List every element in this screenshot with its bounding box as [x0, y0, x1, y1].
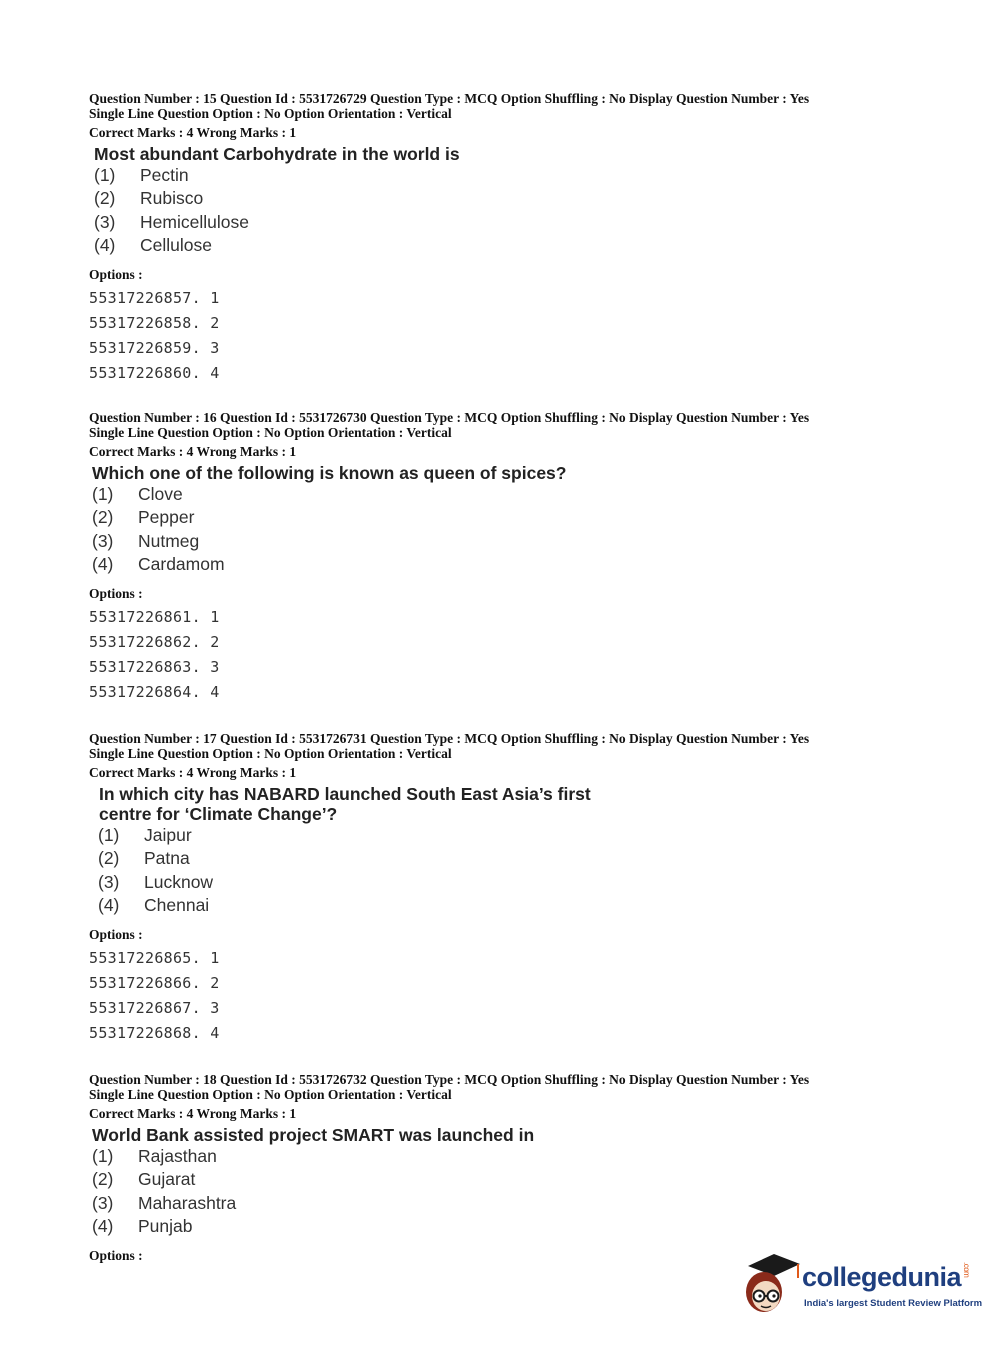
brand-dotcom: .com [962, 1262, 972, 1278]
option-code: 55317226861. 1 [89, 607, 220, 626]
option-text: Chennai [144, 895, 210, 915]
option-item [92, 506, 969, 530]
options-label: Options : [89, 266, 143, 282]
option-text: Punjab [138, 1216, 193, 1236]
option-item [92, 483, 969, 507]
option-text: Patna [144, 848, 190, 868]
option-text: Pectin [140, 164, 189, 185]
option-number: (3) [94, 211, 116, 232]
option-number: (2) [92, 1169, 114, 1189]
option-code: 55317226857. 1 [89, 288, 220, 307]
option-item [98, 871, 969, 895]
option-number: (4) [92, 554, 114, 574]
option-item [92, 1192, 969, 1216]
option-number: (3) [98, 871, 120, 892]
meta-line-2: Single Line Question Option : No Option Orientation : Vertical [89, 424, 452, 440]
option-item [92, 1215, 969, 1239]
option-text: Rubisco [140, 188, 204, 208]
option-item [94, 187, 969, 211]
option-list [94, 164, 969, 258]
option-number: (1) [94, 164, 116, 185]
meta-line-2: Single Line Question Option : No Option Orientation : Vertical [89, 745, 452, 761]
option-text: Gujarat [138, 1169, 196, 1189]
option-item [94, 164, 969, 188]
option-text: Rajasthan [138, 1145, 217, 1166]
option-number: (2) [94, 188, 116, 208]
option-code: 55317226863. 3 [89, 657, 220, 676]
option-list [92, 483, 969, 577]
question-text [92, 463, 969, 483]
marks-line: Correct Marks : 4 Wrong Marks : 1 [89, 444, 297, 459]
question-meta [89, 411, 969, 460]
question-block-18 [89, 1073, 969, 1264]
question-meta [89, 732, 969, 781]
option-item [98, 847, 969, 871]
option-code: 55317226866. 2 [89, 973, 220, 992]
option-code: 55317226868. 4 [89, 1023, 220, 1042]
question-meta [89, 1073, 969, 1122]
question-block-15 [89, 92, 969, 386]
meta-line-2: Single Line Question Option : No Option Orientation : Vertical [89, 1086, 452, 1102]
meta-line-1: Question Number : 15 Question Id : 5531726729 Question Type : MCQ Option Shuffling : No Display Question Number : Yes [89, 91, 810, 106]
option-list [92, 1145, 969, 1239]
meta-line-1: Question Number : 18 Question Id : 5531726732 Question Type : MCQ Option Shuffling : No Display Question Number : Yes [89, 1072, 810, 1087]
option-item [92, 530, 969, 554]
option-number: (1) [92, 1145, 114, 1166]
option-text: Clove [138, 483, 183, 504]
option-item [92, 553, 969, 577]
meta-line-2: Single Line Question Option : No Option Orientation : Vertical [89, 105, 452, 121]
option-number: (4) [98, 895, 120, 915]
option-number: (2) [92, 507, 114, 527]
option-text: Nutmeg [138, 530, 200, 551]
option-number: (4) [92, 1216, 114, 1236]
question-block-16 [89, 411, 969, 705]
marks-line: Correct Marks : 4 Wrong Marks : 1 [89, 1106, 297, 1121]
options-label: Options : [89, 1247, 143, 1263]
option-text: Maharashtra [138, 1192, 237, 1213]
option-codes [89, 286, 969, 386]
option-codes [89, 946, 969, 1046]
question-meta [89, 92, 969, 141]
option-item [98, 824, 969, 848]
option-code: 55317226862. 2 [89, 632, 220, 651]
marks-line: Correct Marks : 4 Wrong Marks : 1 [89, 125, 297, 140]
option-text: Pepper [138, 507, 195, 527]
option-number: (1) [98, 824, 120, 845]
option-text: Cardamom [138, 554, 225, 574]
option-text: Jaipur [144, 824, 192, 845]
option-code: 55317226860. 4 [89, 363, 220, 382]
question-text-line: World Bank assisted project SMART was launched in [92, 1124, 535, 1145]
marks-line: Correct Marks : 4 Wrong Marks : 1 [89, 765, 297, 780]
question-text [94, 144, 969, 164]
option-code: 55317226864. 4 [89, 682, 220, 701]
question-text-line: Which one of the following is known as queen of spices? [92, 462, 567, 483]
option-item [92, 1145, 969, 1169]
option-text: Cellulose [140, 235, 212, 255]
question-text-line: In which city has NABARD launched South East Asia’s first [99, 783, 591, 804]
option-item [98, 894, 969, 918]
collegedunia-logo [742, 1250, 983, 1320]
question-text-line: Most abundant Carbohydrate in the world is [94, 143, 460, 164]
question-text [99, 784, 969, 824]
meta-line-1: Question Number : 17 Question Id : 5531726731 Question Type : MCQ Option Shuffling : No Display Question Number : Yes [89, 731, 810, 746]
options-label: Options : [89, 585, 143, 601]
option-code: 55317226867. 3 [89, 998, 220, 1017]
option-number: (3) [92, 1192, 114, 1213]
question-block-17 [89, 732, 969, 1046]
option-number: (2) [98, 848, 120, 868]
option-item [92, 1168, 969, 1192]
options-label: Options : [89, 926, 143, 942]
question-text-line: centre for ‘Climate Change’? [99, 803, 338, 824]
option-code: 55317226859. 3 [89, 338, 220, 357]
brand-name [802, 1262, 971, 1293]
brand-text: collegedunia [802, 1262, 962, 1292]
brand-tagline: India's largest Student Review Platform [804, 1298, 983, 1309]
option-codes [89, 605, 969, 705]
option-code: 55317226865. 1 [89, 948, 220, 967]
question-text [92, 1125, 969, 1145]
option-text: Hemicellulose [140, 211, 249, 232]
option-number: (4) [94, 235, 116, 255]
mascot-icon [742, 1250, 804, 1320]
meta-line-1: Question Number : 16 Question Id : 5531726730 Question Type : MCQ Option Shuffling : No Display Question Number : Yes [89, 410, 810, 425]
option-number: (3) [92, 530, 114, 551]
option-item [94, 234, 969, 258]
option-code: 55317226858. 2 [89, 313, 220, 332]
option-text: Lucknow [144, 871, 214, 892]
option-number: (1) [92, 483, 114, 504]
option-list [98, 824, 969, 918]
option-item [94, 211, 969, 235]
